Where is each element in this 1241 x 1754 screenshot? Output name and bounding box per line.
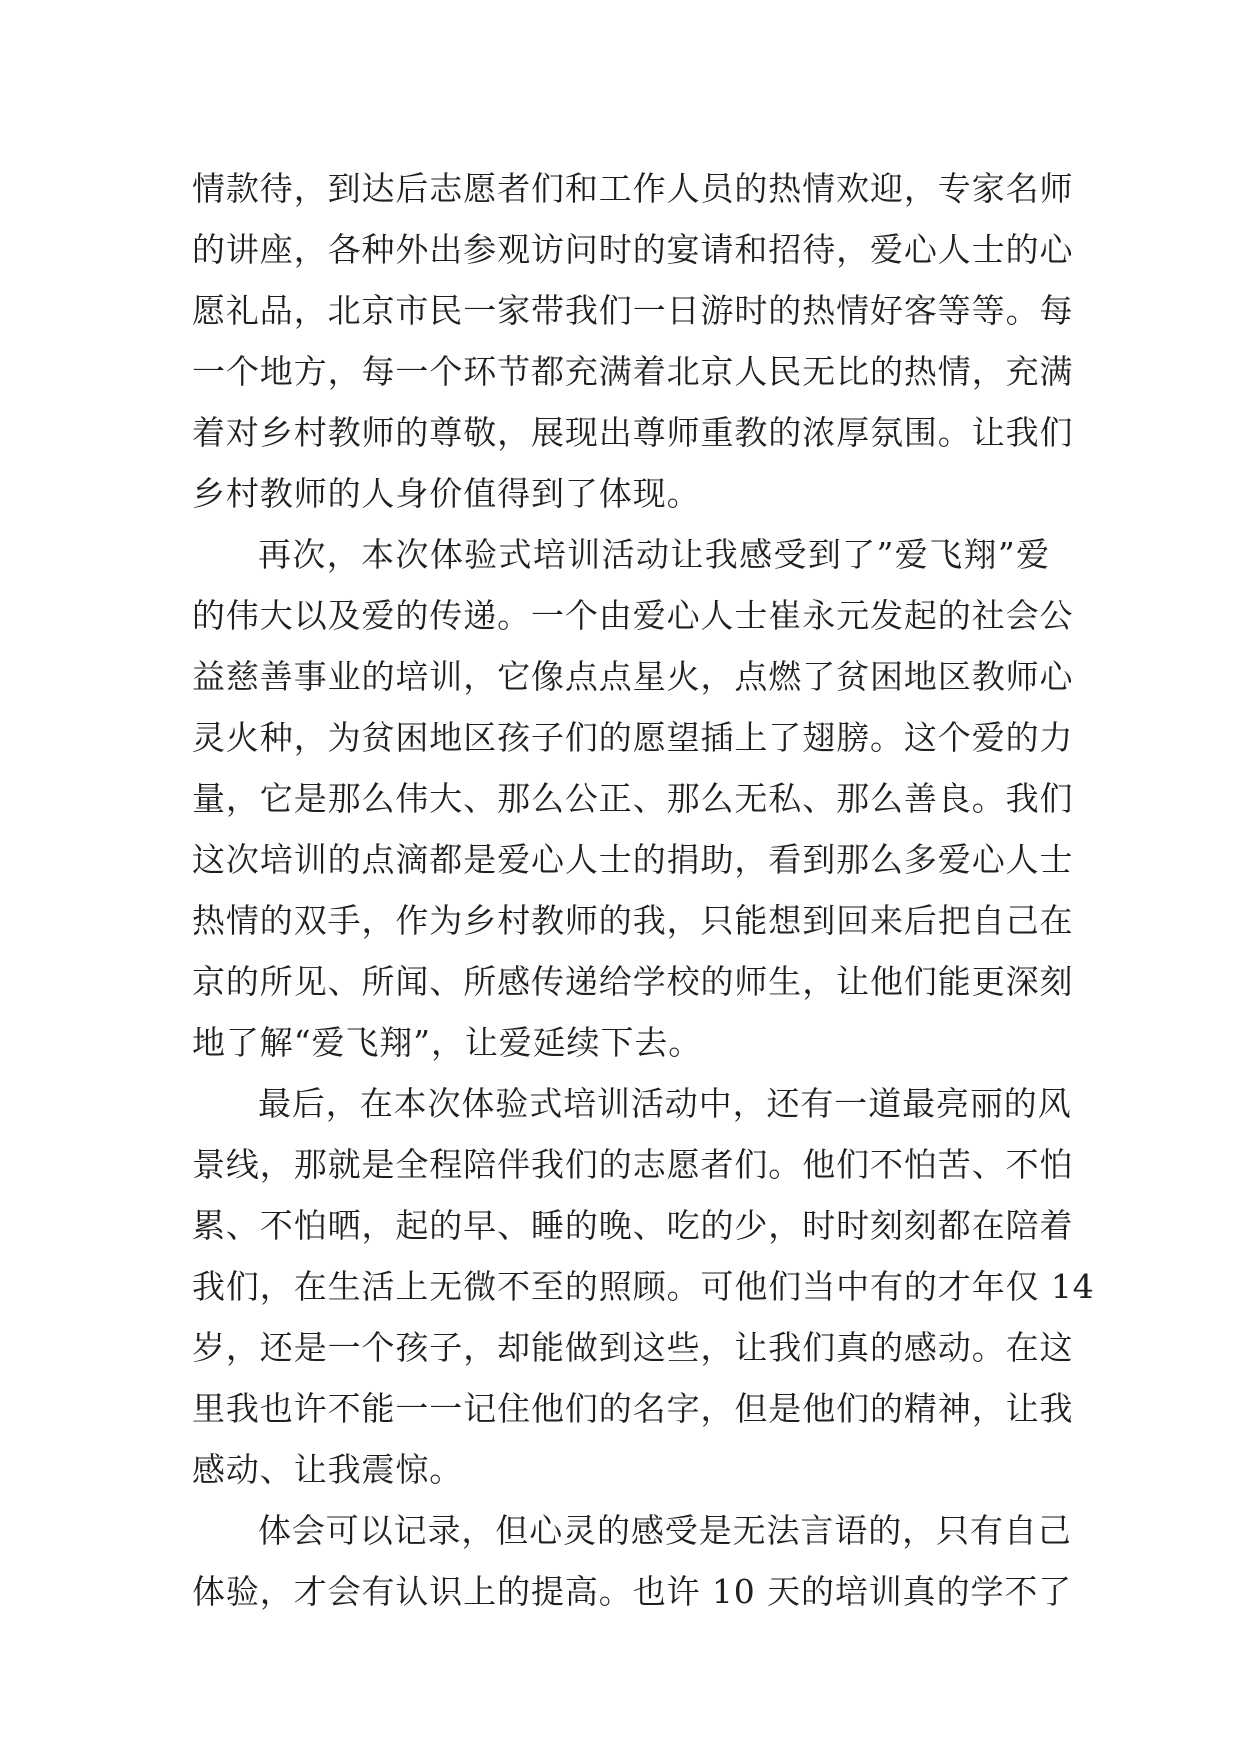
text-line: 累、不怕晒，起的早、睡的晚、吃的少，时时刻刻都在陪着	[192, 1206, 1074, 1245]
text-line: 体验，才会有认识上的提高。也许 10 天的培训真的学不了	[192, 1572, 1073, 1611]
paragraph-volunteers	[192, 1073, 1095, 1500]
text-line: 情款待，到达后志愿者们和工作人员的热情欢迎，专家名师	[192, 169, 1074, 208]
text-line: 京的所见、所闻、所感传递给学校的师生，让他们能更深刻	[192, 962, 1074, 1001]
text-line: 量，它是那么伟大、那么公正、那么无私、那么善良。我们	[192, 779, 1074, 818]
text-line: 景线，那就是全程陪伴我们的志愿者们。他们不怕苦、不怕	[192, 1145, 1074, 1184]
text-line: 的伟大以及爱的传递。一个由爱心人士崔永元发起的社会公	[192, 596, 1074, 635]
text-line: 这次培训的点滴都是爱心人士的捐助，看到那么多爱心人士	[192, 840, 1074, 879]
text-line: 我们，在生活上无微不至的照顾。可他们当中有的才年仅 14	[192, 1267, 1095, 1306]
text-line: 最后，在本次体验式培训活动中，还有一道最亮丽的风	[258, 1084, 1072, 1123]
text-line: 着对乡村教师的尊敬，展现出尊师重教的浓厚氛围。让我们	[192, 413, 1074, 452]
text-line: 再次，本次体验式培训活动让我感受到了”爱飞翔”爱	[258, 535, 1050, 574]
body-text	[192, 158, 1095, 1622]
text-line: 乡村教师的人身价值得到了体现。	[192, 474, 701, 513]
text-line: 里我也许不能一一记住他们的名字，但是他们的精神，让我	[192, 1389, 1074, 1428]
text-line: 一个地方，每一个环节都充满着北京人民无比的热情，充满	[192, 352, 1074, 391]
text-line: 地了解“爱飞翔”，让爱延续下去。	[192, 1023, 703, 1062]
text-line: 体会可以记录，但心灵的感受是无法言语的，只有自己	[258, 1511, 1072, 1550]
text-line: 岁，还是一个孩子，却能做到这些，让我们真的感动。在这	[192, 1328, 1074, 1367]
text-line: 的讲座，各种外出参观访问时的宴请和招待，爱心人士的心	[192, 230, 1074, 269]
text-line: 感动、让我震惊。	[192, 1450, 464, 1489]
paragraph-reflection	[192, 1500, 1073, 1622]
text-line: 益慈善事业的培训，它像点点星火，点燃了贫困地区教师心	[192, 657, 1074, 696]
paragraph-love-passing	[192, 524, 1074, 1073]
paragraph-hospitality	[192, 158, 1074, 524]
text-line: 愿礼品，北京市民一家带我们一日游时的热情好客等等。每	[192, 291, 1074, 330]
text-line: 热情的双手，作为乡村教师的我，只能想到回来后把自己在	[192, 901, 1074, 940]
text-line: 灵火种，为贫困地区孩子们的愿望插上了翅膀。这个爱的力	[192, 718, 1074, 757]
